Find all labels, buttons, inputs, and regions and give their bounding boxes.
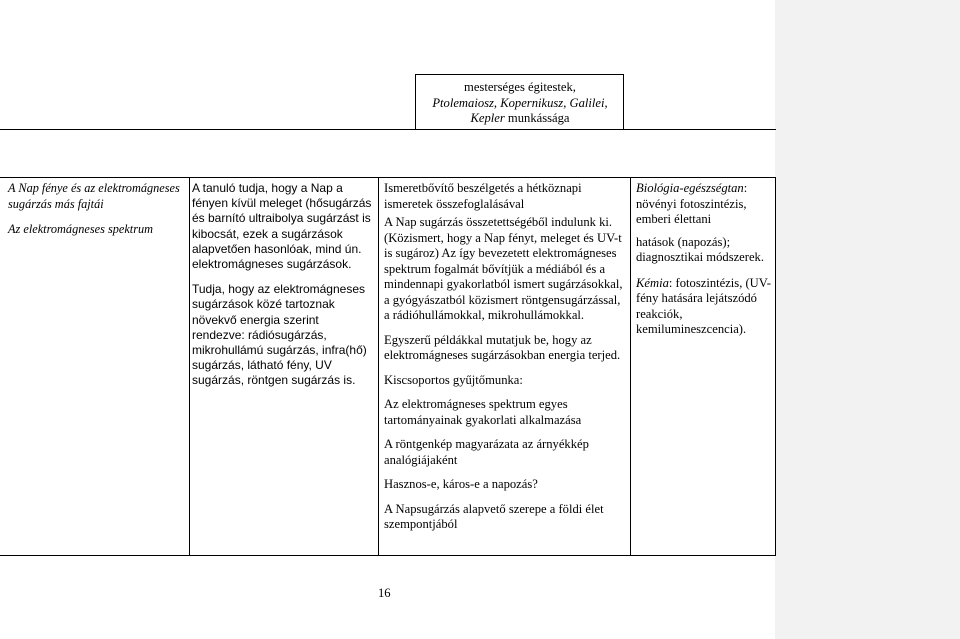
activities-paragraph-2: A Nap sugárzás összetettségéből indulunk ki. (Közismert, hogy a Nap fényt, meleget és UV-t is sugároz) Az így bevezetett elektromágneses spektrum fogalmát bővítjük a médiából és a mindennapi gyakorlatból ismert sugárzásokkal, a gyógyászatból közismert röntgensugárzással, a rádióhullámokkal, mikrohullámokkal. <box>384 215 623 322</box>
col-divider-2 <box>378 177 379 555</box>
connections-chemistry <box>636 276 776 338</box>
row-bottom-border <box>0 555 776 556</box>
activities-paragraph-7: Hasznos-e, káros-e a napozás? <box>384 477 538 491</box>
topics-line-3 <box>420 111 620 127</box>
top-cell-right-border <box>623 74 624 129</box>
top-cell-left-border <box>415 74 416 129</box>
activities-column <box>384 181 624 542</box>
topic-title: A Nap fénye és az elektromágneses sugárzás más fajtái <box>8 181 180 211</box>
requirements-paragraph-1: A tanuló tudja, hogy a Nap a fényen kívül meleget (hősugárzás és barnító ultraibolya sugárzást is kibocsát, ezek a sugárzások alapvetően hasonlóak, mind ún. elektromágneses sugárzások. <box>192 181 372 272</box>
col-divider-3 <box>630 177 631 555</box>
activities-paragraph-8: A Napsugárzás alapvető szerepe a földi élet szempontjából <box>384 501 604 531</box>
activities-paragraph-5: Az elektromágneses spektrum egyes tartományainak gyakorlati alkalmazása <box>384 397 582 427</box>
topic-subtitle: Az elektromágneses spektrum <box>8 222 154 236</box>
top-cell-bottom-border <box>0 129 776 130</box>
requirements-paragraph-2: Tudja, hogy az elektromágneses sugárzások közé tartoznak növekvő energia szerint rendezve: rádiósugárzás, mikrohullámú sugárzás, infra(hő) sugárzás, látható fény, UV sugárzás, röntgen sugárzás is. <box>192 282 367 388</box>
activities-paragraph-3: Egyszerű példákkal mutatjuk be, hogy az elektromágneses sugárzásokban energia terjed. <box>384 332 621 362</box>
page-number: 16 <box>378 586 391 600</box>
topics-cell <box>420 80 620 127</box>
top-cell-top-border <box>415 74 624 75</box>
topics-line-3-rest: munkássága <box>504 111 570 125</box>
topics-line-2: Ptolemaiosz, Kopernikusz, Galilei, <box>432 95 608 110</box>
activities-paragraph-6: A röntgenkép magyarázata az árnyékkép analógiájaként <box>384 437 589 467</box>
connections-biology <box>636 181 776 228</box>
right-margin-panel <box>775 0 960 639</box>
activities-paragraph-4: Kiscsoportos gyűjtőmunka: <box>384 372 523 387</box>
connections-biology-subject: Biológia-egészségtan <box>636 181 744 195</box>
topics-line-1: mesterséges égitestek, <box>464 80 576 94</box>
connections-biology-text: : növényi fotoszintézis, emberi élettani <box>636 181 748 226</box>
connections-biology-more: hatások (napozás); diagnosztikai módszerek. <box>636 234 764 264</box>
requirements-column <box>192 181 374 399</box>
connections-column <box>636 181 776 348</box>
activities-paragraph-1: Ismeretbővítő beszélgetés a hétköznapi ismeretek összefoglalásával <box>384 181 582 211</box>
connections-chemistry-text: : fotoszintézis, (UV-fény hatására lejátszódó reakciók, kemilumineszcencia). <box>636 275 771 336</box>
row-top-border <box>0 177 776 178</box>
col-divider-1 <box>189 177 190 555</box>
topic-column <box>8 181 188 248</box>
connections-chemistry-subject: Kémia <box>636 275 669 290</box>
topics-line-3-name: Kepler <box>470 111 505 125</box>
